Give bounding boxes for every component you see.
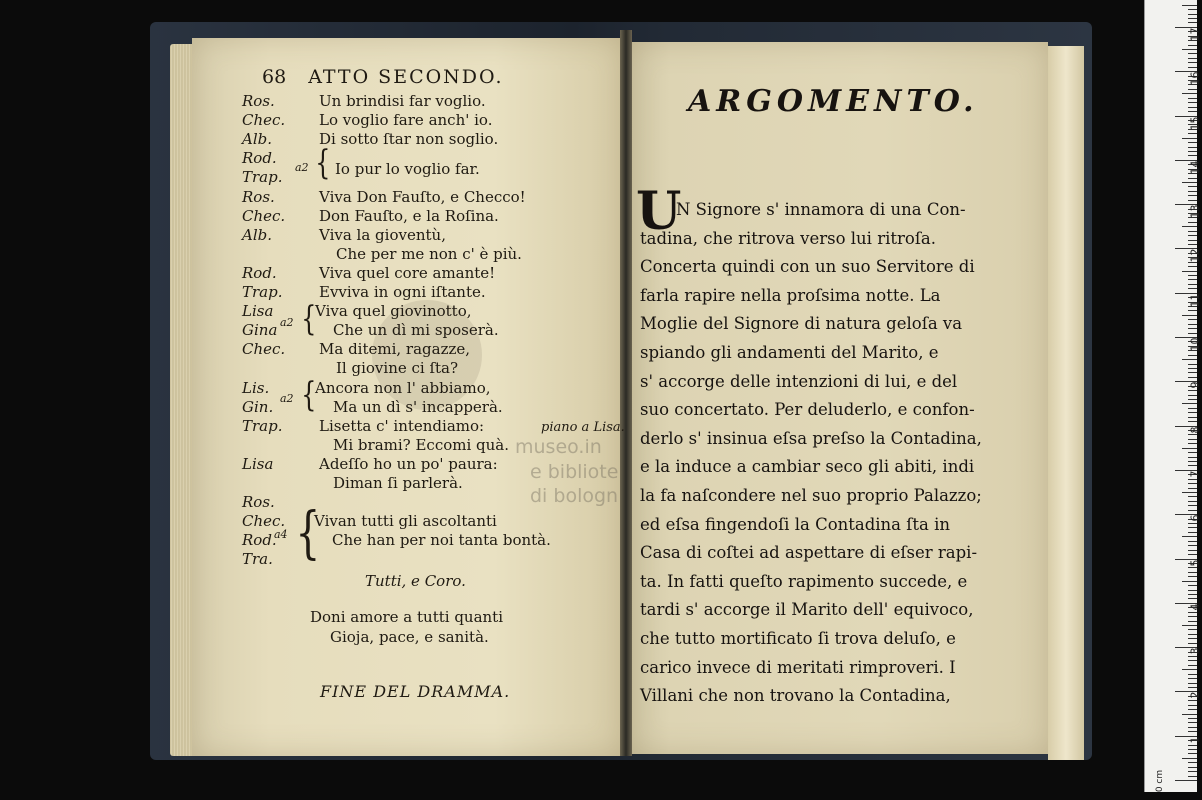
ruler-tick — [1188, 749, 1197, 750]
dialogue-line: Il giovine ci ſta? — [336, 359, 459, 378]
ruler-tick — [1182, 403, 1197, 404]
ruler-number: 16 — [1188, 71, 1202, 86]
ruler-tick — [1182, 138, 1197, 139]
dialogue-line: Viva Don Fauſto, e Checco! — [319, 187, 526, 206]
dialogue-line: Viva quel giovinotto, — [315, 302, 472, 321]
ruler-tick — [1188, 111, 1197, 112]
speaker-label: Rod. — [242, 149, 277, 168]
ruler-tick — [1188, 178, 1197, 179]
ruler-tick — [1188, 390, 1197, 391]
ruler-tick — [1188, 324, 1197, 325]
ruler-tick — [1188, 705, 1197, 706]
ruler-tick — [1188, 457, 1197, 458]
speaker-label: Chec. — [242, 512, 286, 531]
ruler-tick — [1188, 231, 1197, 232]
speaker-label: Chec. — [242, 340, 286, 359]
page-number: 68 — [262, 66, 287, 88]
argomento-line: la fa naſcondere nel suo proprio Palazzo; — [640, 486, 982, 505]
ruler-number: 12 — [1188, 248, 1202, 263]
dialogue-line: Ma ditemi, ragazze, — [319, 340, 471, 359]
ruler-tick — [1188, 612, 1197, 613]
argomento-line: derlo s' insinua eſsa preſso la Contadina, — [640, 428, 982, 448]
argomento-line: ed eſsa fingendoſi la Contadina ſta in — [640, 514, 950, 534]
argomento-line: tadina, che ritrova verso lui ritroſa. — [640, 228, 937, 248]
ruler-tick — [1188, 567, 1197, 568]
speaker-label: Gina — [242, 321, 278, 340]
dialogue-line: Di sotto ſtar non soglio. — [319, 130, 499, 149]
ruler-tick — [1188, 372, 1197, 373]
ruler-number: 13 — [1188, 204, 1202, 219]
ruler-tick — [1188, 355, 1197, 356]
ruler-tick — [1188, 395, 1197, 396]
drop-cap: U — [636, 181, 682, 242]
speaker-label: Gin. — [242, 397, 274, 416]
speaker-label: Chec. — [242, 111, 286, 130]
ruler-number: 10 — [1188, 337, 1202, 352]
ruler-tick — [1188, 412, 1197, 413]
ruler-tick — [1182, 448, 1197, 449]
ruler-tick — [1188, 483, 1197, 484]
ruler-tick — [1182, 5, 1197, 6]
a2-mark: a2 — [280, 392, 294, 405]
argomento-line: e la induce a cambiar seco gli abiti, indi — [640, 457, 975, 477]
ruler-tick — [1188, 465, 1197, 466]
right-page-edge — [1048, 46, 1084, 760]
ruler-tick — [1188, 585, 1197, 586]
ruler-number: 11 — [1188, 293, 1202, 308]
stage-direction: piano a Lisa. — [541, 420, 625, 435]
ruler-number: 17 — [1188, 27, 1202, 42]
ruler-tick — [1188, 310, 1197, 311]
ruler-tick — [1188, 18, 1197, 19]
speaker-label: Rod. — [242, 531, 277, 550]
ruler-tick — [1188, 14, 1197, 15]
dialogue-line: Lo voglio fare anch' io. — [319, 111, 493, 130]
ruler-tick — [1188, 244, 1197, 245]
ruler-tick — [1182, 536, 1197, 537]
ruler-tick — [1182, 581, 1197, 582]
ruler-number: 6 — [1188, 514, 1202, 522]
a2-mark: a2 — [280, 316, 294, 329]
ruler-tick — [1188, 9, 1197, 10]
argomento-line: tardi s' accorge il Marito dell' equivoco, — [640, 600, 974, 620]
running-head — [262, 66, 504, 88]
watermark-text-2: e bibliote — [530, 461, 619, 483]
ruler-tick — [1188, 443, 1197, 444]
ruler-tick — [1188, 496, 1197, 497]
argomento-line: Villani che non trovano la Contadina, — [640, 686, 951, 706]
dialogue-line: Mi brami? Eccomi quà. — [333, 435, 510, 454]
ruler-tick — [1182, 49, 1197, 50]
ruler-tick — [1182, 226, 1197, 227]
ruler-tick — [1188, 284, 1197, 285]
argomento-line: spiando gli andamenti del Marito, e — [640, 343, 939, 362]
ruler-tick — [1188, 510, 1197, 511]
argomento-line: Concerta quindi con un suo Servitore di — [640, 257, 975, 277]
ruler-tick — [1188, 452, 1197, 453]
dialogue-line: Che per me non c' è più. — [336, 244, 522, 263]
finale-line-2: Gioja, pace, e sanità. — [330, 628, 489, 646]
ruler-tick — [1188, 629, 1197, 630]
ruler-tick — [1188, 200, 1197, 201]
ruler-tick — [1188, 142, 1197, 143]
ruler-tick — [1188, 572, 1197, 573]
ruler-tick — [1188, 421, 1197, 422]
ruler-tick — [1188, 53, 1197, 54]
ruler-tick — [1188, 638, 1197, 639]
speaker-label: Lis. — [242, 378, 270, 397]
ruler-tick — [1182, 359, 1197, 360]
dialogue-line: Un brindisi far voglio. — [319, 92, 486, 110]
ruler-tick — [1188, 550, 1197, 551]
speaker-label: Ros. — [242, 493, 275, 512]
ruler-tick — [1188, 660, 1197, 661]
ruler-tick — [1188, 328, 1197, 329]
a4-mark: a4 — [274, 528, 288, 541]
ruler-tick — [1188, 532, 1197, 533]
dialogue-line: Don Fauſto, e la Roſina. — [319, 206, 499, 225]
ruler-tick — [1188, 399, 1197, 400]
argomento-line: che tutto mortificato ſi trova deluſo, e — [640, 629, 956, 648]
ruler-number: 1 — [1188, 736, 1202, 744]
watermark-text-3: di bologn — [530, 485, 619, 507]
dialogue-line: Io pur lo voglio far. — [335, 160, 480, 179]
brace-quartet: { — [295, 501, 321, 566]
ruler-tick — [1188, 147, 1197, 148]
ruler-tick — [1188, 771, 1197, 772]
ruler-tick — [1188, 505, 1197, 506]
ruler-tick — [1188, 107, 1197, 108]
ruler-tick — [1188, 364, 1197, 365]
ruler-tick — [1188, 62, 1197, 63]
ruler-tick — [1182, 625, 1197, 626]
ruler-tick — [1188, 151, 1197, 152]
ruler-tick — [1188, 266, 1197, 267]
argomento-line: farla rapire nella proſsima notte. La — [640, 285, 941, 305]
ruler-tick — [1188, 368, 1197, 369]
ruler-tick — [1188, 235, 1197, 236]
dialogue-line: Adeſſo ho un po' paura: — [319, 454, 498, 473]
ruler-number: 8 — [1188, 426, 1202, 434]
ruler-tick — [1188, 408, 1197, 409]
dialogue-line: Evviva in ogni iſtante. — [319, 283, 486, 301]
ruler-tick — [1188, 488, 1197, 489]
ruler-tick — [1188, 665, 1197, 666]
ruler-tick — [1188, 155, 1197, 156]
a2-mark: a2 — [295, 161, 309, 174]
argomento-line: Casa di coſtei ad aspettare di eſser rapi- — [640, 543, 978, 563]
ruler-tick — [1188, 479, 1197, 480]
ruler-tick — [1188, 598, 1197, 599]
ruler-tick — [1188, 417, 1197, 418]
ruler-tick — [1188, 678, 1197, 679]
argomento-line: N Signore s' innamora di una Con- — [676, 200, 966, 219]
brace-rod-trap: { — [315, 143, 331, 183]
ruler-tick — [1188, 275, 1197, 276]
ruler-tick — [1188, 67, 1197, 68]
brace-lisa-gina: { — [301, 299, 317, 339]
ruler-tick — [1188, 718, 1197, 719]
running-head-title: ATTO SECONDO. — [308, 66, 504, 88]
measuring-ruler — [1144, 0, 1202, 793]
speaker-label: Lisa — [242, 302, 274, 321]
ruler-tick — [1175, 780, 1197, 781]
ruler-number: 5 — [1188, 559, 1202, 566]
speaker-label: Trap. — [242, 416, 283, 435]
ruler-tick — [1188, 634, 1197, 635]
ruler-tick — [1188, 45, 1197, 46]
ruler-tick — [1188, 656, 1197, 657]
ruler-tick — [1188, 709, 1197, 710]
ruler-tick — [1188, 683, 1197, 684]
ruler-tick — [1188, 461, 1197, 462]
ruler-tick — [1188, 186, 1197, 187]
ruler-tick — [1188, 616, 1197, 617]
ruler-tick — [1188, 722, 1197, 723]
ruler-number: 4 — [1188, 603, 1202, 611]
ruler-number: 14 — [1188, 160, 1202, 175]
ruler-tick — [1182, 714, 1197, 715]
speaker-label: Rod. — [242, 263, 277, 282]
dialogue-line: Che han per noi tanta bontà. — [332, 531, 551, 550]
brace-lis-gin: { — [301, 375, 317, 415]
ruler-tick — [1188, 554, 1197, 555]
speaker-label: Chec. — [242, 206, 286, 225]
ruler-tick — [1188, 700, 1197, 701]
ruler-tick — [1188, 333, 1197, 334]
ruler-tick — [1188, 576, 1197, 577]
dialogue-line: Ancora non l' abbiamo, — [315, 378, 491, 397]
ruler-tick — [1188, 434, 1197, 435]
book-gutter — [620, 30, 632, 756]
ruler-tick — [1188, 674, 1197, 675]
ruler-tick — [1188, 776, 1197, 777]
ruler-tick — [1188, 133, 1197, 134]
ruler-unit: 0 cm — [1155, 769, 1166, 793]
ruler-tick — [1188, 594, 1197, 595]
ruler-tick — [1188, 98, 1197, 99]
ruler-tick — [1188, 523, 1197, 524]
end-text: FINE DEL DRAMMA. — [320, 682, 511, 701]
speaker-label: Trap. — [242, 283, 283, 301]
ruler-tick — [1188, 58, 1197, 59]
ruler-tick — [1188, 727, 1197, 728]
chorus-heading: Tutti, e Coro. — [365, 572, 466, 590]
speaker-label: Alb. — [242, 130, 272, 149]
finale-line-1: Doni amore a tutti quanti — [310, 608, 504, 626]
ruler-tick — [1188, 439, 1197, 440]
ruler-tick — [1188, 191, 1197, 192]
argomento-title: ARGOMENTO. — [688, 84, 979, 119]
ruler-tick — [1188, 89, 1197, 90]
dialogue-line: Diman ſi parlerà. — [333, 474, 463, 492]
ruler-tick — [1188, 527, 1197, 528]
ruler-tick — [1182, 758, 1197, 759]
speaker-label: Ros. — [242, 92, 275, 110]
ruler-tick — [1182, 669, 1197, 670]
ruler-tick — [1188, 767, 1197, 768]
ruler-number: 15 — [1188, 116, 1202, 130]
ruler-tick — [1188, 621, 1197, 622]
dialogue-line: Viva quel core amante! — [319, 263, 496, 282]
speaker-label: Alb. — [242, 225, 272, 244]
dialogue-line: Ma un dì s' incapperà. — [333, 397, 503, 416]
ruler-tick — [1182, 271, 1197, 272]
ruler-tick — [1188, 762, 1197, 763]
ruler-number: 2 — [1188, 691, 1202, 699]
ruler-tick — [1188, 590, 1197, 591]
ruler-tick — [1188, 222, 1197, 223]
ruler-number: 9 — [1188, 381, 1202, 389]
speaker-label: Trap. — [242, 168, 283, 187]
ruler-tick — [1188, 377, 1197, 378]
ruler-tick — [1188, 731, 1197, 732]
speaker-label: Ros. — [242, 187, 275, 206]
ruler-tick — [1188, 288, 1197, 289]
ruler-tick — [1188, 501, 1197, 502]
argomento-line: Moglie del Signore di natura geloſa va — [640, 314, 963, 334]
ruler-tick — [1188, 687, 1197, 688]
ruler-tick — [1188, 279, 1197, 280]
argomento-line: ta. In fatti queſto rapimento succede, e — [640, 571, 968, 591]
ruler-tick — [1188, 240, 1197, 241]
ruler-tick — [1188, 22, 1197, 23]
argomento-line: suo concertato. Per deluderlo, e confon- — [640, 400, 975, 420]
speaker-label: Tra. — [242, 550, 273, 569]
dialogue-line: Viva la gioventù, — [319, 225, 446, 244]
ruler-tick — [1188, 643, 1197, 644]
ruler-tick — [1182, 492, 1197, 493]
dialogue-line: Lisetta c' intendiamo: — [319, 416, 485, 435]
ruler-tick — [1188, 319, 1197, 320]
ruler-tick — [1182, 315, 1197, 316]
ruler-tick — [1188, 102, 1197, 103]
ruler-tick — [1188, 195, 1197, 196]
ruler-tick — [1188, 541, 1197, 542]
dialogue-line: Che un dì mi sposerà. — [333, 321, 499, 340]
argomento-line: carico invece di meritati rimproveri. I — [640, 657, 956, 677]
ruler-tick — [1182, 182, 1197, 183]
ruler-tick — [1188, 745, 1197, 746]
ruler-number: 3 — [1188, 647, 1202, 655]
ruler-number: 7 — [1188, 470, 1202, 478]
ruler-tick — [1188, 545, 1197, 546]
dialogue-line: Vivan tutti gli ascoltanti — [314, 512, 497, 531]
watermark-text-1: museo.in — [515, 436, 602, 458]
argomento-line: s' accorge delle intenzioni di lui, e del — [640, 371, 958, 391]
ruler-tick — [1182, 93, 1197, 94]
ruler-tick — [1188, 753, 1197, 754]
speaker-label: Lisa — [242, 454, 274, 473]
